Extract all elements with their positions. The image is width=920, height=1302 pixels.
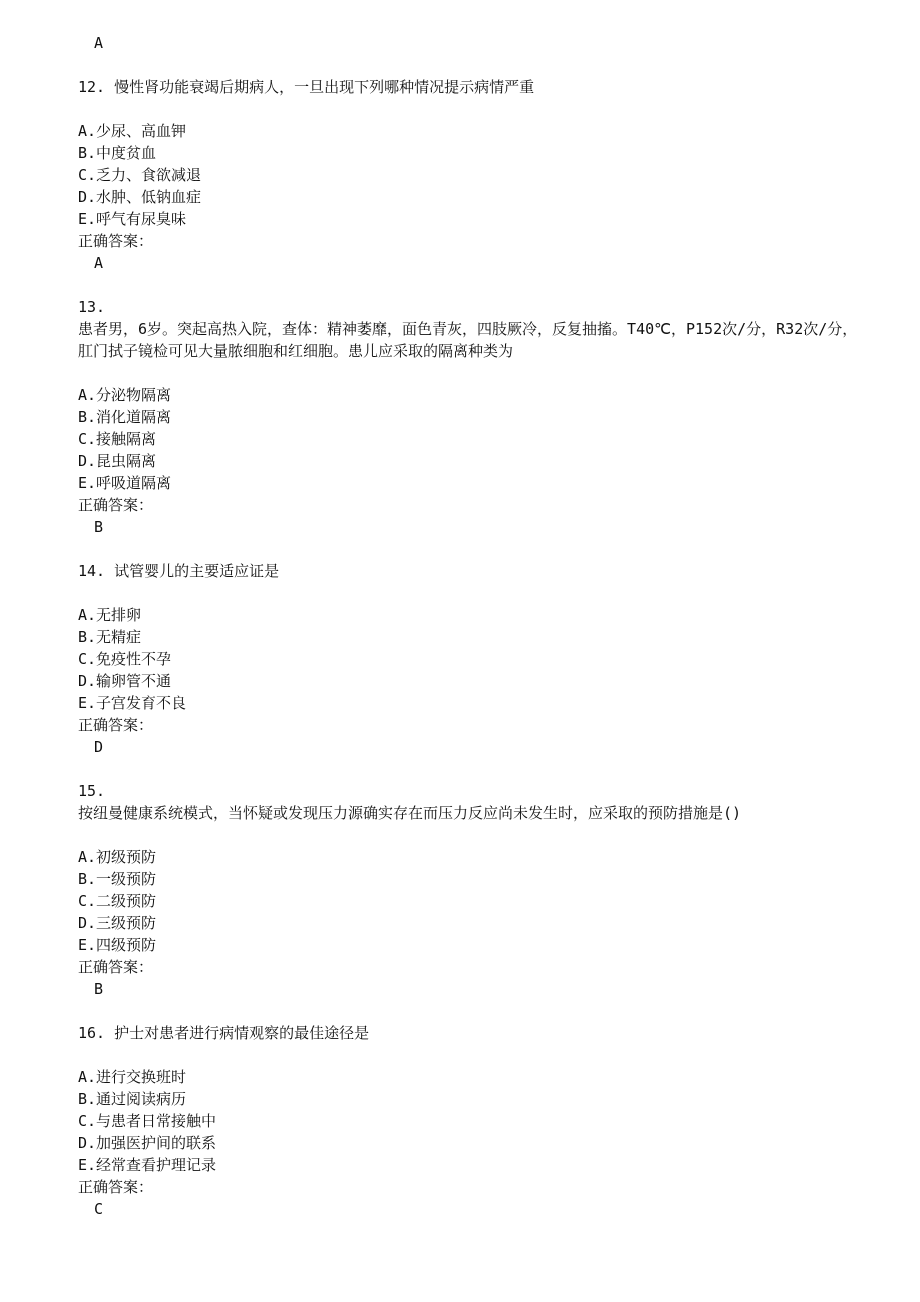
option-b: B.一级预防 (78, 870, 157, 888)
option-a: A.分泌物隔离 (78, 386, 172, 404)
option-b: B.通过阅读病历 (78, 1090, 187, 1108)
question-stem: 患者男，6岁。突起高热入院，查体：精神萎靡，面色青灰，四肢厥冷，反复抽搐。T40℃，P152次/分，R32次/分，肛门拭子镜检可见大量脓细胞和红细胞。患儿应采取的隔离种类为 (78, 320, 858, 360)
question-stem: 慢性肾功能衰竭后期病人，一旦出现下列哪种情况提示病情严重 (114, 78, 535, 96)
question-block (78, 296, 858, 538)
option-e: E.呼气有尿臭味 (78, 210, 187, 228)
option-c: C.免疫性不孕 (78, 650, 172, 668)
question-title (78, 1022, 858, 1044)
option-d: D.水肿、低钠血症 (78, 188, 202, 206)
option-d: D.加强医护间的联系 (78, 1134, 217, 1152)
question-block (78, 76, 858, 274)
option-c: C.乏力、食欲减退 (78, 166, 202, 184)
answer-label: 正确答案： (78, 716, 154, 734)
option-e: E.呼吸道隔离 (78, 474, 172, 492)
question-block (78, 780, 858, 1000)
answer-label: 正确答案： (78, 496, 154, 514)
answer-value: A (94, 254, 104, 272)
previous-answer-value: A (94, 34, 104, 52)
answer-value: B (94, 518, 104, 536)
option-e: E.经常查看护理记录 (78, 1156, 217, 1174)
option-a: A.无排卵 (78, 606, 142, 624)
option-b: B.无精症 (78, 628, 142, 646)
question-number: 15. (78, 782, 106, 800)
question-number: 12. (78, 78, 106, 96)
option-e: E.子宫发育不良 (78, 694, 187, 712)
option-c: C.接触隔离 (78, 430, 157, 448)
question-title (78, 560, 858, 582)
option-b: B.消化道隔离 (78, 408, 172, 426)
document-page (78, 32, 858, 1220)
option-a: A.进行交换班时 (78, 1068, 187, 1086)
question-number: 14. (78, 562, 106, 580)
question-title (78, 76, 858, 98)
question-stem: 按纽曼健康系统模式，当怀疑或发现压力源确实存在而压力反应尚未发生时，应采取的预防措施是() (78, 804, 742, 822)
option-e: E.四级预防 (78, 936, 157, 954)
question-stem: 试管婴儿的主要适应证是 (114, 562, 280, 580)
answer-label: 正确答案： (78, 232, 154, 250)
option-c: C.二级预防 (78, 892, 157, 910)
answer-label: 正确答案： (78, 958, 154, 976)
answer-value: D (94, 738, 104, 756)
answer-label: 正确答案： (78, 1178, 154, 1196)
question-number: 16. (78, 1024, 106, 1042)
option-c: C.与患者日常接触中 (78, 1112, 217, 1130)
option-a: A.少尿、高血钾 (78, 122, 187, 140)
question-stem: 护士对患者进行病情观察的最佳途径是 (114, 1024, 370, 1042)
option-a: A.初级预防 (78, 848, 157, 866)
option-d: D.三级预防 (78, 914, 157, 932)
option-d: D.输卵管不通 (78, 672, 172, 690)
option-d: D.昆虫隔离 (78, 452, 157, 470)
question-block (78, 1022, 858, 1220)
question-block (78, 560, 858, 758)
option-b: B.中度贫血 (78, 144, 157, 162)
answer-value: B (94, 980, 104, 998)
answer-value: C (94, 1200, 104, 1218)
question-number: 13. (78, 298, 106, 316)
